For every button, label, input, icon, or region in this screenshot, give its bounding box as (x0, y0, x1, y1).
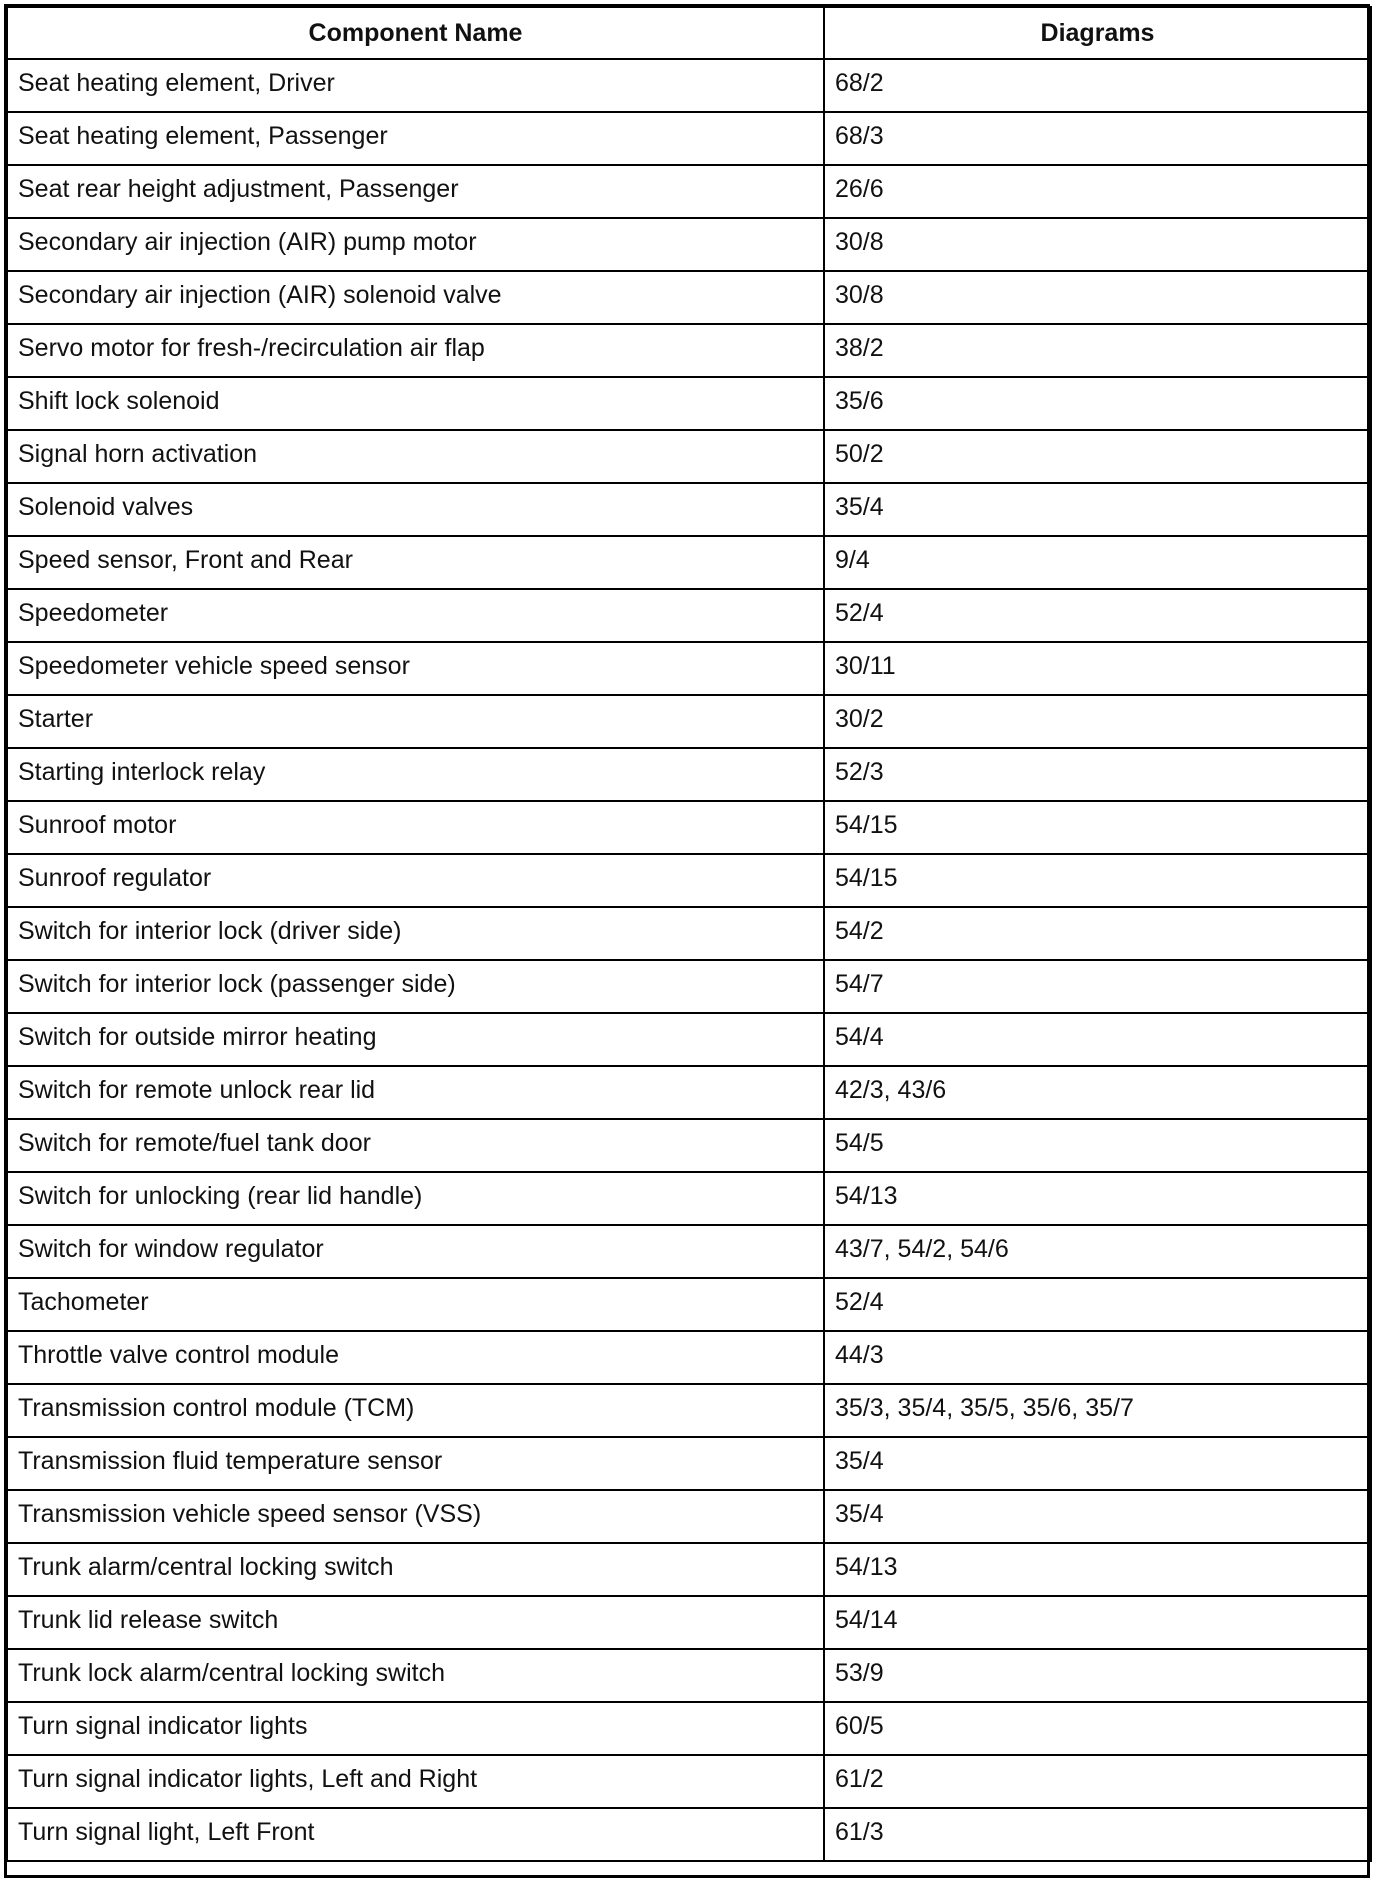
diagram-reference-cell: 54/13 (824, 1172, 1371, 1225)
component-name-cell: Speedometer (7, 589, 824, 642)
table-row (7, 1331, 1371, 1384)
table-row (7, 1596, 1371, 1649)
diagram-reference-cell: 44/3 (824, 1331, 1371, 1384)
diagram-reference-cell: 52/3 (824, 748, 1371, 801)
diagram-reference-cell: 30/8 (824, 218, 1371, 271)
diagram-reference-cell: 54/4 (824, 1013, 1371, 1066)
table-row (7, 1543, 1371, 1596)
diagram-reference-cell: 43/7, 54/2, 54/6 (824, 1225, 1371, 1278)
table-row (7, 1808, 1371, 1861)
component-name-cell: Sunroof regulator (7, 854, 824, 907)
diagram-reference-cell: 38/2 (824, 324, 1371, 377)
diagram-reference-cell: 54/14 (824, 1596, 1371, 1649)
diagram-reference-cell: 68/2 (824, 59, 1371, 112)
table-row (7, 1437, 1371, 1490)
component-name-cell: Seat heating element, Passenger (7, 112, 824, 165)
diagram-reference-cell: 35/4 (824, 1437, 1371, 1490)
table-row (7, 1278, 1371, 1331)
diagram-reference-cell: 35/4 (824, 483, 1371, 536)
column-header-component-name: Component Name (7, 7, 824, 59)
diagram-reference-cell: 26/6 (824, 165, 1371, 218)
table-row (7, 907, 1371, 960)
diagram-reference-cell: 9/4 (824, 536, 1371, 589)
table-row (7, 960, 1371, 1013)
component-name-cell: Switch for outside mirror heating (7, 1013, 824, 1066)
table-row (7, 59, 1371, 112)
diagram-reference-cell: 52/4 (824, 1278, 1371, 1331)
component-name-cell: Transmission fluid temperature sensor (7, 1437, 824, 1490)
table-row (7, 1384, 1371, 1437)
table-header-row (7, 7, 1371, 59)
table-row (7, 589, 1371, 642)
table-row (7, 1702, 1371, 1755)
table-row (7, 642, 1371, 695)
component-name-cell: Switch for remote unlock rear lid (7, 1066, 824, 1119)
component-name-cell: Throttle valve control module (7, 1331, 824, 1384)
table-body (7, 59, 1371, 1861)
component-name-cell: Turn signal light, Left Front (7, 1808, 824, 1861)
table-row (7, 748, 1371, 801)
component-name-cell: Solenoid valves (7, 483, 824, 536)
table-row (7, 695, 1371, 748)
component-name-cell: Trunk lid release switch (7, 1596, 824, 1649)
table-row (7, 112, 1371, 165)
diagram-reference-cell: 61/2 (824, 1755, 1371, 1808)
table-row (7, 430, 1371, 483)
component-name-cell: Seat heating element, Driver (7, 59, 824, 112)
component-name-cell: Speed sensor, Front and Rear (7, 536, 824, 589)
diagram-reference-cell: 54/2 (824, 907, 1371, 960)
component-name-cell: Starter (7, 695, 824, 748)
table-row (7, 1225, 1371, 1278)
component-name-cell: Switch for unlocking (rear lid handle) (7, 1172, 824, 1225)
diagram-reference-cell: 68/3 (824, 112, 1371, 165)
component-name-cell: Turn signal indicator lights, Left and Right (7, 1755, 824, 1808)
component-name-cell: Secondary air injection (AIR) pump motor (7, 218, 824, 271)
table-row (7, 1755, 1371, 1808)
table-row (7, 377, 1371, 430)
component-name-cell: Tachometer (7, 1278, 824, 1331)
component-name-cell: Sunroof motor (7, 801, 824, 854)
diagram-reference-cell: 60/5 (824, 1702, 1371, 1755)
diagram-reference-cell: 35/6 (824, 377, 1371, 430)
component-name-cell: Trunk lock alarm/central locking switch (7, 1649, 824, 1702)
component-table-container (6, 6, 1370, 1862)
table-row (7, 1490, 1371, 1543)
component-name-cell: Transmission control module (TCM) (7, 1384, 824, 1437)
component-name-cell: Signal horn activation (7, 430, 824, 483)
component-name-cell: Transmission vehicle speed sensor (VSS) (7, 1490, 824, 1543)
table-row (7, 1172, 1371, 1225)
table-row (7, 1649, 1371, 1702)
table-row (7, 1119, 1371, 1172)
diagram-reference-cell: 54/5 (824, 1119, 1371, 1172)
diagram-reference-cell: 54/15 (824, 854, 1371, 907)
diagram-reference-cell: 54/15 (824, 801, 1371, 854)
table-row (7, 271, 1371, 324)
table-row (7, 324, 1371, 377)
component-name-cell: Switch for interior lock (driver side) (7, 907, 824, 960)
component-name-cell: Trunk alarm/central locking switch (7, 1543, 824, 1596)
component-name-cell: Servo motor for fresh-/recirculation air flap (7, 324, 824, 377)
diagram-reference-cell: 30/8 (824, 271, 1371, 324)
table-row (7, 218, 1371, 271)
diagram-reference-cell: 52/4 (824, 589, 1371, 642)
diagram-reference-cell: 30/2 (824, 695, 1371, 748)
table-row (7, 1013, 1371, 1066)
diagram-reference-cell: 35/4 (824, 1490, 1371, 1543)
component-diagram-table (6, 6, 1372, 1862)
component-name-cell: Turn signal indicator lights (7, 1702, 824, 1755)
component-name-cell: Seat rear height adjustment, Passenger (7, 165, 824, 218)
component-name-cell: Switch for interior lock (passenger side) (7, 960, 824, 1013)
component-name-cell: Starting interlock relay (7, 748, 824, 801)
component-name-cell: Switch for window regulator (7, 1225, 824, 1278)
component-name-cell: Secondary air injection (AIR) solenoid valve (7, 271, 824, 324)
component-name-cell: Speedometer vehicle speed sensor (7, 642, 824, 695)
diagram-reference-cell: 54/13 (824, 1543, 1371, 1596)
column-header-diagrams: Diagrams (824, 7, 1371, 59)
diagram-reference-cell: 54/7 (824, 960, 1371, 1013)
table-row (7, 483, 1371, 536)
diagram-reference-cell: 42/3, 43/6 (824, 1066, 1371, 1119)
table-row (7, 854, 1371, 907)
diagram-reference-cell: 61/3 (824, 1808, 1371, 1861)
component-name-cell: Switch for remote/fuel tank door (7, 1119, 824, 1172)
table-row (7, 536, 1371, 589)
diagram-reference-cell: 53/9 (824, 1649, 1371, 1702)
component-name-cell: Shift lock solenoid (7, 377, 824, 430)
table-row (7, 801, 1371, 854)
diagram-reference-cell: 50/2 (824, 430, 1371, 483)
diagram-reference-cell: 35/3, 35/4, 35/5, 35/6, 35/7 (824, 1384, 1371, 1437)
table-row (7, 165, 1371, 218)
diagram-reference-cell: 30/11 (824, 642, 1371, 695)
table-row (7, 1066, 1371, 1119)
